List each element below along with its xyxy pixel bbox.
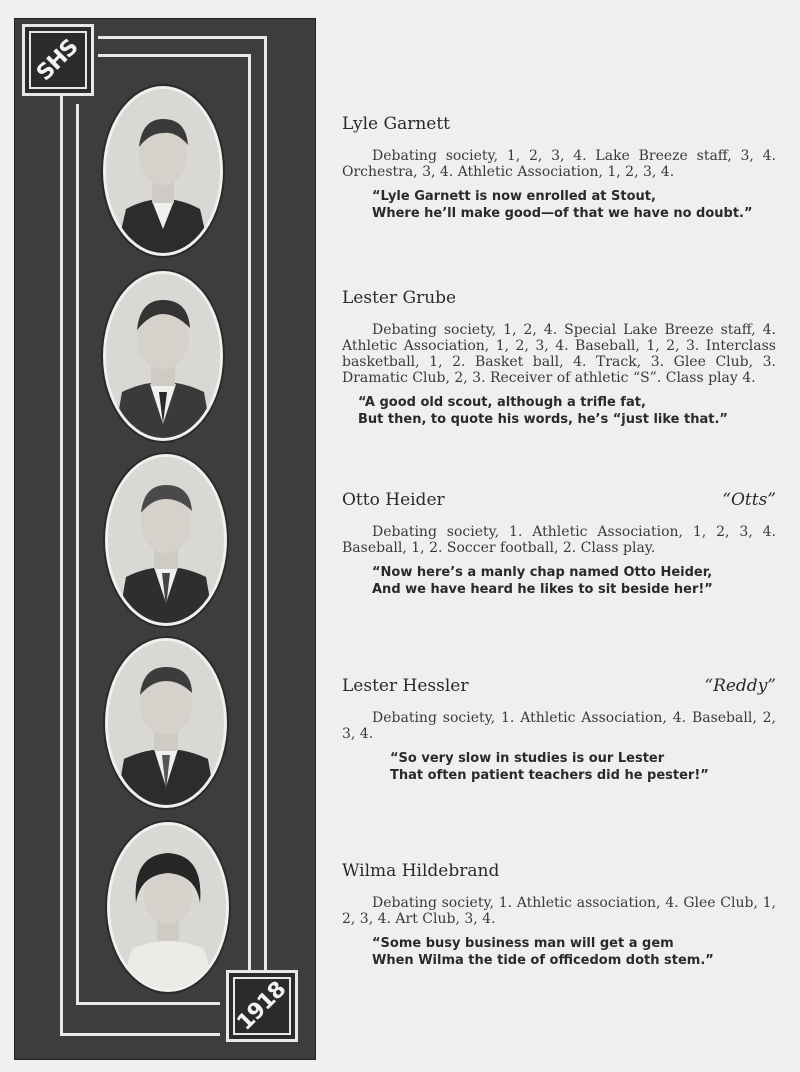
portrait-wilma-hildebrand	[107, 822, 229, 992]
student-verse	[342, 751, 776, 784]
portrait-banner	[14, 18, 316, 1060]
portrait-lester-grube	[103, 271, 223, 441]
banner-stripe	[60, 26, 63, 1036]
student-name: Wilma Hildebrand	[342, 861, 500, 881]
student-nickname: “Reddy”	[704, 676, 776, 696]
verse-line: “So very slow in studies is our Lester	[390, 751, 665, 766]
entry-otto-heider	[342, 490, 776, 598]
banner-stripe	[98, 36, 267, 39]
student-activities: Debating society, 1. Athletic Association, 1, 2, 3, 4. Baseball, 1, 2. Soccer football, 2. Class play.	[342, 524, 776, 556]
entry-lester-grube	[342, 288, 776, 428]
verse-line: When Wilma the tide of officedom doth stem.”	[372, 952, 714, 968]
verse-line: That often patient teachers did he pester!”	[390, 767, 709, 783]
shs-logo-text: SHS	[32, 34, 84, 86]
banner-stripe	[76, 1002, 220, 1005]
shs-logo	[22, 24, 94, 96]
banner-stripe	[248, 54, 251, 972]
verse-line: But then, to quote his words, he’s “just like that.”	[358, 411, 728, 427]
student-activities: Debating society, 1, 2, 3, 4. Lake Breeze staff, 3, 4. Orchestra, 3, 4. Athletic Association, 1, 2, 3, 4.	[342, 148, 776, 180]
banner-stripe	[98, 54, 251, 57]
student-name: Lyle Garnett	[342, 114, 451, 134]
verse-line: And we have heard he likes to sit beside her!”	[372, 581, 713, 597]
student-name: Lester Grube	[342, 288, 457, 308]
student-activities: Debating society, 1. Athletic association, 4. Glee Club, 1, 2, 3, 4. Art Club, 3, 4.	[342, 895, 776, 927]
verse-line: “A good old scout, although a trifle fat,	[358, 395, 646, 410]
banner-stripe	[264, 36, 267, 1036]
year-logo-text: 1918	[232, 976, 292, 1036]
portrait-lyle-garnett	[103, 86, 223, 256]
student-activities: Debating society, 1, 2, 4. Special Lake Breeze staff, 4. Athletic Association, 1, 2, 3, 4. Baseball, 1, 2, 3. Interclass basketball, 1, 2. Basket ball, 4. Track, 3. Glee Club, 3. Dramatic Club, 2, 3. Receiver of athletic “S”. Class play 4.	[342, 322, 776, 386]
student-verse	[342, 189, 776, 222]
entry-lyle-garnett	[342, 114, 776, 222]
year-logo	[226, 970, 298, 1042]
entry-wilma-hildebrand	[342, 861, 776, 969]
portrait-otto-heider	[105, 454, 227, 626]
verse-line: “Lyle Garnett is now enrolled at Stout,	[372, 189, 656, 204]
student-nickname: “Otts”	[722, 490, 776, 510]
verse-line: Where he’ll make good—of that we have no doubt.”	[372, 205, 753, 221]
verse-line: “Some busy business man will get a gem	[372, 936, 674, 951]
entry-lester-hessler	[342, 676, 776, 784]
student-verse	[342, 395, 776, 428]
banner-stripe	[60, 1033, 220, 1036]
student-name: Lester Hessler	[342, 676, 469, 696]
portrait-lester-hessler	[105, 638, 227, 808]
student-activities: Debating society, 1. Athletic Association, 4. Baseball, 2, 3, 4.	[342, 710, 776, 742]
student-verse	[342, 936, 776, 969]
student-verse	[342, 565, 776, 598]
banner-stripe	[76, 104, 79, 1004]
student-name: Otto Heider	[342, 490, 445, 510]
verse-line: “Now here’s a manly chap named Otto Heider,	[372, 565, 713, 580]
